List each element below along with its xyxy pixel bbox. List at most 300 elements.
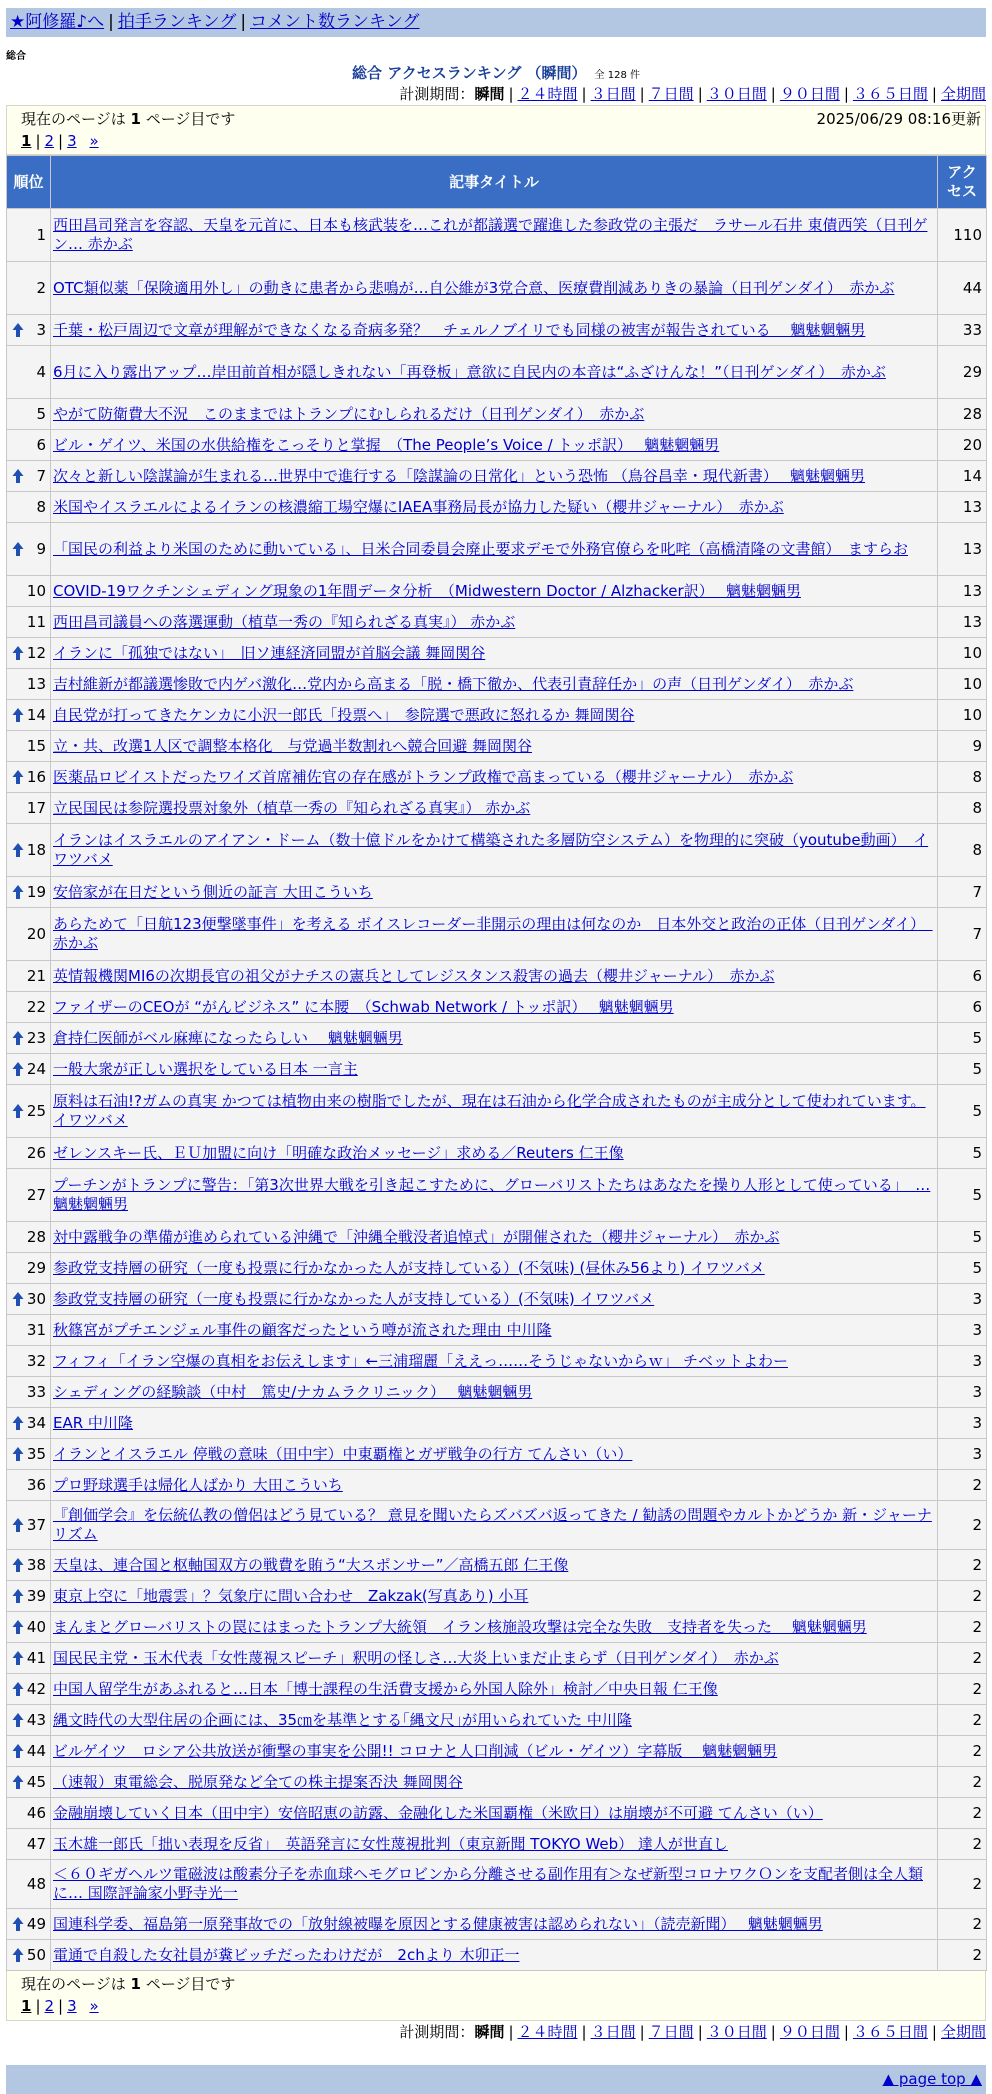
table-row [7,700,986,730]
rank-number: 40 [26,1617,46,1636]
table-row [7,1581,986,1611]
page-status-prefix: 現在のページは [21,110,126,128]
access-count: 8 [938,824,986,876]
rank-cell [7,1501,50,1549]
article-link[interactable]: 医薬品ロビイストだったワイズ首席補佐官の存在感がトランプ政権で高まっている（櫻井ジャーナル） 赤かぶ [53,767,794,786]
pager-separator: | [58,132,64,150]
title-cell [51,1798,937,1828]
table-row [7,638,986,668]
table-row [7,430,986,460]
title-cell [51,762,937,792]
page-status-box-bottom [6,1971,986,2021]
article-link[interactable]: 次々と新しい陰謀論が生まれる…世界中で進行する「陰謀論の日常化」という恐怖 （鳥谷昌幸・現代新書） 魑魅魍魎男 [53,466,866,485]
article-link[interactable]: 『創価学会』を伝統仏教の僧侶はどう見ている？ 意見を聞いたらズバズバ返ってきた / 勧誘の問題やカルトかどうか 新・ジャーナリズム [53,1506,932,1543]
period-separator: | [931,85,937,103]
access-count: 5 [938,1253,986,1283]
access-count: 5 [938,1138,986,1168]
article-link[interactable]: 「国民の利益より米国のために動いている」、日米合同委員会廃止要求デモで外務官僚らを叱咤（高橋清隆の文書館） ますらお [53,539,909,558]
article-link[interactable]: 対中露戦争の準備が進められている沖縄で「沖縄全戦没者追悼式」が開催された（櫻井ジャーナル） 赤かぶ [53,1227,780,1246]
period-link-3[interactable]: ３０日間 [706,2023,767,2041]
page-status-box-top [6,105,986,155]
title-cell [51,1736,937,1766]
rank-cell [7,209,50,261]
article-link[interactable]: 英情報機関MI6の次期長官の祖父がナチスの憲兵としてレジスタンス殺害の過去（櫻井ジャーナル） 赤かぶ [53,966,775,985]
table-row [7,908,986,960]
article-link[interactable]: 縄文時代の大型住居の企画には、35㎝を基準とする｢縄文尺｣が用いられていた 中川隆 [53,1710,632,1729]
rank-number: 1 [36,225,46,244]
table-row [7,1439,986,1469]
title-cell [51,461,937,491]
title-cell [51,1377,937,1407]
period-link-0[interactable]: ２４時間 [517,85,578,103]
pager-page-2[interactable]: 2 [44,1997,55,2015]
access-count: 3 [938,1408,986,1438]
article-link[interactable]: ファイザーのCEOが “がんビジネス” に本腰 （Schwab Network / トッポ訳） 魑魅魍魎男 [53,997,674,1016]
nav-link-clap-ranking[interactable]: 拍手ランキング [117,12,237,32]
article-link[interactable]: やがて防衛費大不況 このままではトランプにむしられるだけ（日刊ゲンダイ） 赤かぶ [53,404,645,423]
table-row [7,1705,986,1735]
period-link-3[interactable]: ３０日間 [706,85,767,103]
period-link-6[interactable]: 全期間 [940,85,986,103]
rank-number: 10 [26,581,46,600]
rank-cell [7,1705,50,1735]
page [6,0,986,2094]
rank-cell [7,1253,50,1283]
article-link[interactable]: 自民党が打ってきたケンカに小沢一郎氏「投票へ」 参院選で悪政に怒れるか 舞岡関谷 [53,705,635,724]
rank-cell [7,638,50,668]
access-count: 33 [938,315,986,345]
title-cell [51,1674,937,1704]
title-cell [51,1860,937,1908]
page-status-prefix: 現在のページは [21,1975,126,1993]
rank-cell [7,1674,50,1704]
rank-number: 42 [26,1679,46,1698]
access-count: 9 [938,731,986,761]
title-cell [51,1085,937,1137]
rank-cell [7,1767,50,1797]
rank-number: 28 [26,1227,46,1246]
table-row [7,315,986,345]
rank-number: 31 [26,1320,46,1339]
period-link-1[interactable]: ３日間 [590,85,636,103]
rank-number: 38 [26,1555,46,1574]
access-count: 3 [938,1315,986,1345]
period-link-6[interactable]: 全期間 [940,2023,986,2041]
article-link[interactable]: 西田昌司発言を容認、天皇を元首に、日本も核武装を…これが都議選で躍進した参政党の主張だ ラサール石井 東債西笑（日刊ゲン… 赤かぶ [53,216,928,253]
period-separator: | [697,85,703,103]
article-link[interactable]: フィフィ「イラン空爆の真相をお伝えします」←三浦瑠麗「ええっ……そうじゃないからｗ」 チベットよわー [53,1351,788,1370]
rank-number: 27 [26,1185,46,1204]
article-link[interactable]: ビル・ゲイツ、米国の水供給権をこっそりと掌握 （The People’s Voice / トッポ訳） 魑魅魍魎男 [53,435,720,454]
article-link[interactable]: EAR 中川隆 [53,1413,133,1432]
title-cell [51,1829,937,1859]
access-count: 6 [938,992,986,1022]
article-link[interactable]: 米国やイスラエルによるイランの核濃縮工場空爆にIAEA事務局長が協力した疑い（櫻井ジャーナル） 赤かぶ [53,497,784,516]
rank-cell [7,262,50,314]
page-status [21,1973,971,1995]
page-status-suffix: ページ目です [145,1975,236,1993]
article-link[interactable]: 天皇は、連合国と枢軸国双方の戦費を賄う“大スポンサー”／高橋五郎 仁王像 [53,1555,569,1574]
article-link[interactable]: （速報）東電総会、脱原発など全ての株主提案否決 舞岡関谷 [53,1772,463,1791]
rank-number: 4 [36,362,46,381]
title-cell [51,1315,937,1345]
article-link[interactable]: 立民国民は参院選投票対象外（植草一秀の『知られざる真実』） 赤かぶ [53,798,531,817]
rank-number: 11 [26,612,46,631]
period-separator: | [639,85,645,103]
rank-number: 26 [26,1143,46,1162]
rank-number: 7 [36,466,46,485]
title-cell [51,1346,937,1376]
pager-spacer [81,132,86,150]
table-row [7,1253,986,1283]
access-count: 2 [938,1581,986,1611]
period-separator: | [639,2023,645,2041]
rank-cell [7,1829,50,1859]
rank-number: 24 [26,1059,46,1078]
article-link[interactable]: 中国人留学生があふれると…日本「博士課程の生活費支援から外国人除外」検討／中央日報 仁王像 [53,1679,718,1698]
table-row [7,523,986,575]
title-cell [51,1581,937,1611]
rank-cell [7,1470,50,1500]
title-cell [51,1940,937,1970]
pager-next[interactable]: » [89,132,99,150]
rank-number: 35 [26,1444,46,1463]
rank-cell [7,607,50,637]
article-link[interactable]: 秋篠宮がプチエンジェル事件の顧客だったという噂が流された理由 中川隆 [53,1320,552,1339]
rank-cell [7,1054,50,1084]
rank-number: 8 [36,497,46,516]
rank-cell [7,1284,50,1314]
access-count: 2 [938,1860,986,1908]
rank-cell [7,1581,50,1611]
access-count: 2 [938,1643,986,1673]
period-current: 瞬間 [474,85,505,103]
period-separator: | [843,2023,849,2041]
period-separator: | [508,85,514,103]
period-link-4[interactable]: ９０日間 [779,2023,840,2041]
table-row [7,1169,986,1221]
access-count: 2 [938,1705,986,1735]
title-cell [51,523,937,575]
article-link[interactable]: 金融崩壊していく日本（田中宇）安倍昭恵の訪露、金融化した米国覇権（米欧日）は崩壊が不可避 てんさい（い） [53,1803,823,1822]
table-row [7,1222,986,1252]
article-link[interactable]: 安倍家が在日だという側近の証言 大田こういち [53,882,373,901]
access-count: 8 [938,793,986,823]
rank-number: 17 [26,798,46,817]
column-header-title: 記事タイトル [51,156,937,208]
table-row [7,793,986,823]
rank-cell [7,346,50,398]
article-link[interactable]: イランとイスラエル 停戦の意味（田中宇）中東覇権とガザ戦争の行方 てんさい（い） [53,1444,633,1463]
title-cell [51,1501,937,1549]
rank-cell [7,1377,50,1407]
period-link-2[interactable]: ７日間 [648,2023,694,2041]
rank-cell [7,1860,50,1908]
access-count: 5 [938,1023,986,1053]
access-count: 5 [938,1054,986,1084]
rank-cell [7,1023,50,1053]
title-cell [51,1222,937,1252]
nav-link-home[interactable]: ★阿修羅♪へ [10,12,105,32]
article-link[interactable]: シェディングの経験談（中村 篤史/ナカムラクリニック） 魑魅魍魎男 [53,1382,533,1401]
article-link[interactable]: ゼレンスキー氏、ＥＵ加盟に向け「明確な政治メッセージ」求める／Reuters 仁王像 [53,1143,624,1162]
article-link[interactable]: ビルゲイツ ロシア公共放送が衝撃の事実を公開!! コロナと人口削減（ビル・ゲイツ）字幕版 魑魅魍魎男 [53,1741,778,1760]
rank-number: 2 [36,278,46,297]
title-cell [51,700,937,730]
title-cell [51,1612,937,1642]
article-link[interactable]: プーチンがトランプに警告：「第3次世界大戦を引き起こすために、グローバリストたちはあなたを操り人形として使っている」 … 魑魅魍魎男 [53,1176,931,1213]
table-row [7,262,986,314]
title-cell [51,346,937,398]
title-cell [51,824,937,876]
ranking-table-body [7,209,986,1970]
rank-number: 19 [26,882,46,901]
rank-number: 50 [26,1945,46,1964]
rank-number: 16 [26,767,46,786]
period-separator: | [843,85,849,103]
title-cell [51,793,937,823]
page-top-link[interactable]: ▲ page top ▲ [882,2070,982,2088]
period-separator: | [931,2023,937,2041]
table-row [7,824,986,876]
footer-bar [6,2065,986,2094]
access-count: 10 [938,669,986,699]
access-count: 2 [938,1909,986,1939]
top-nav-bar [6,8,986,37]
title-cell [51,1643,937,1673]
article-link[interactable]: イランに「孤独ではない」 旧ソ連経済同盟が首脳会議 舞岡関谷 [53,643,486,662]
rank-cell [7,430,50,460]
rank-number: 32 [26,1351,46,1370]
access-count: 2 [938,1940,986,1970]
access-count: 3 [938,1284,986,1314]
table-row [7,1377,986,1407]
title-cell [51,669,937,699]
access-count: 5 [938,1085,986,1137]
article-link[interactable]: 参政党支持層の研究（一度も投票に行かなかった人が支持している）(不気味) (昼休み56より) イワツバメ [53,1258,765,1277]
nav-separator: | [108,12,114,32]
title-cell [51,576,937,606]
period-link-1[interactable]: ３日間 [590,2023,636,2041]
period-separator: | [581,2023,587,2041]
period-link-5[interactable]: ３６５日間 [852,85,928,103]
table-row [7,1408,986,1438]
page-title-line [6,63,986,83]
title-cell [51,961,937,991]
table-row [7,461,986,491]
access-count: 3 [938,1439,986,1469]
period-selector-bottom [6,2021,986,2043]
access-count: 2 [938,1736,986,1766]
rank-cell [7,1169,50,1221]
period-separator: | [770,2023,776,2041]
table-row [7,209,986,261]
access-count: 2 [938,1767,986,1797]
pager-page-3[interactable]: 3 [67,132,77,150]
table-row [7,1643,986,1673]
title-cell [51,1767,937,1797]
rank-cell [7,1612,50,1642]
access-count: 2 [938,1612,986,1642]
rank-number: 47 [26,1834,46,1853]
pager-top [21,130,971,152]
column-header-rank: 順位 [7,156,50,208]
access-count: 10 [938,700,986,730]
column-header-access: アクセス [938,156,986,208]
article-link[interactable]: 国民民主党・玉木代表「女性蔑視スピーチ」釈明の怪しさ…大炎上いまだ止まらず（日刊ゲンダイ） 赤かぶ [53,1648,779,1667]
article-link[interactable]: 千葉・松戸周辺で文章が理解ができなくなる奇病多発？ チェルノブイリでも同様の被害が報告されている 魑魅魍魎男 [53,320,866,339]
access-count: 110 [938,209,986,261]
pager-separator: | [35,1997,41,2015]
period-link-4[interactable]: ９０日間 [779,85,840,103]
table-row [7,669,986,699]
period-separator: | [581,85,587,103]
access-count: 2 [938,1829,986,1859]
article-link[interactable]: 倉持仁医師がベル麻痺になったらしい 魑魅魍魎男 [53,1028,403,1047]
pager-separator: | [35,132,41,150]
pager-page-3[interactable]: 3 [67,1997,77,2015]
access-count: 5 [938,1222,986,1252]
table-row [7,992,986,1022]
rank-number: 15 [26,736,46,755]
rank-number: 25 [26,1101,46,1120]
article-link[interactable]: プロ野球選手は帰化人ばかり 大田こういち [53,1475,343,1494]
period-link-2[interactable]: ７日間 [648,85,694,103]
access-count: 13 [938,523,986,575]
rank-cell [7,700,50,730]
rank-number: 9 [36,539,46,558]
access-count: 2 [938,1501,986,1549]
pager-next[interactable]: » [89,1997,99,2015]
table-row [7,1612,986,1642]
table-row [7,762,986,792]
title-cell [51,1054,937,1084]
rank-cell [7,523,50,575]
table-row [7,1085,986,1137]
table-row [7,1674,986,1704]
title-cell [51,262,937,314]
rank-cell [7,908,50,960]
pager-page-2[interactable]: 2 [44,132,55,150]
article-link[interactable]: 原料は石油!?ガムの真実 かつては植物由来の樹脂でしたが、現在は石油から化学合成されたものが主成分として使われています。 イワツバメ [53,1092,926,1129]
table-row [7,961,986,991]
article-link[interactable]: 東京上空に「地震雲」？気象庁に問い合わせ Zakzak(写真あり) 小耳 [53,1586,529,1605]
access-count: 2 [938,1798,986,1828]
title-cell [51,1284,937,1314]
title-cell [51,1909,937,1939]
rank-cell [7,824,50,876]
table-row [7,1829,986,1859]
article-link[interactable]: COVID-19ワクチンシェディング現象の1年間データ分析 （Midwestern Doctor / Alzhacker訳） 魑魅魍魎男 [53,581,801,600]
rank-cell [7,399,50,429]
access-count: 13 [938,492,986,522]
table-row [7,1501,986,1549]
table-row [7,1138,986,1168]
article-link[interactable]: 玉木雄一郎氏「拙い表現を反省」 英語発言に女性蔑視批判（東京新聞 TOKYO Web） 達人が世直し [53,1834,728,1853]
article-link[interactable]: OTC類似薬「保険適用外し」の動きに患者から悲鳴が…自公維が3党合意、医療費削減ありきの暴論（日刊ゲンダイ） 赤かぶ [53,278,895,297]
rank-number: 30 [26,1289,46,1308]
access-count: 3 [938,1377,986,1407]
rank-cell [7,1346,50,1376]
rank-number: 23 [26,1028,46,1047]
article-link[interactable]: ＜６０ギガヘルツ電磁波は酸素分子を赤血球ヘモグロビンから分離させる副作用有＞なぜ新型コロナワクＯンを支配者側は全人類に… 国際評論家小野寺光一 [53,1865,924,1902]
updated-timestamp: 2025/06/29 08:16更新 [816,110,981,128]
period-label: 計測期間： [399,85,475,103]
rank-cell [7,1315,50,1345]
rank-cell [7,1439,50,1469]
article-link[interactable]: まんまとグローバリストの罠にはまったトランプ大統領 イラン核施設攻撃は完全な失敗 支持者を失った 魑魅魍魎男 [53,1617,867,1636]
period-label: 計測期間： [399,2023,475,2041]
article-link[interactable]: あらためて「日航123便撃墜事件」を考える ボイスレコーダー非開示の理由は何なのか 日本外交と政治の正体（日刊ゲンダイ） 赤かぶ [53,915,933,952]
rank-number: 14 [26,705,46,724]
rank-cell [7,762,50,792]
rank-cell [7,1138,50,1168]
article-link[interactable]: 西田昌司議員への落選運動（植草一秀の『知られざる真実』） 赤かぶ [53,612,516,631]
title-cell [51,638,937,668]
table-row [7,731,986,761]
article-link[interactable]: 電通で自殺した女社員が糞ビッチだったわけだが 2chより 木卯正一 [53,1945,520,1964]
table-row [7,1470,986,1500]
title-cell [51,1169,937,1221]
access-count: 8 [938,762,986,792]
access-count: 28 [938,399,986,429]
rank-cell [7,669,50,699]
rank-number: 18 [26,840,46,859]
rank-cell [7,1736,50,1766]
table-row [7,1346,986,1376]
table-row [7,1940,986,1970]
table-row [7,1284,986,1314]
title-cell [51,908,937,960]
rank-number: 22 [26,997,46,1016]
rank-number: 29 [26,1258,46,1277]
title-cell [51,430,937,460]
access-count: 13 [938,576,986,606]
rank-number: 48 [26,1874,46,1893]
article-link[interactable]: 国連科学委、福島第一原発事故での「放射線被曝を原因とする健康被害は認められない」（読売新聞） 魑魅魍魎男 [53,1914,823,1933]
period-link-5[interactable]: ３６５日間 [852,2023,928,2041]
title-cell [51,877,937,907]
table-row [7,1315,986,1345]
rank-cell [7,731,50,761]
title-cell [51,1253,937,1283]
table-row [7,399,986,429]
rank-number: 49 [26,1914,46,1933]
article-link[interactable]: 一般大衆が正しい選択をしている日本 一言主 [53,1059,358,1078]
title-cell [51,315,937,345]
article-link[interactable]: 立・共、改選1人区で調整本格化 与党過半数割れへ競合回避 舞岡関谷 [53,736,533,755]
rank-number: 21 [26,966,46,985]
article-link[interactable]: イランはイスラエルのアイアン・ドーム（数十億ドルをかけて構築された多層防空システム）を物理的に突破（youtube動画） イワツバメ [53,831,929,868]
rank-number: 20 [26,924,46,943]
access-count: 5 [938,1169,986,1221]
rank-cell [7,492,50,522]
access-count: 14 [938,461,986,491]
table-row [7,346,986,398]
rank-cell [7,1085,50,1137]
rank-cell [7,461,50,491]
table-row [7,1736,986,1766]
page-status-number: 1 [130,1975,141,1993]
pager-separator: | [58,1997,64,2015]
nav-link-comment-ranking[interactable]: コメント数ランキング [250,12,420,32]
period-link-0[interactable]: ２４時間 [517,2023,578,2041]
article-link[interactable]: 6月に入り露出アップ…岸田前首相が隠しきれない「再登板」意欲に自民内の本音は“ふざけんな！”（日刊ゲンダイ） 赤かぶ [53,362,886,381]
table-row [7,607,986,637]
period-separator: | [697,2023,703,2041]
article-link[interactable]: 吉村維新が都議選惨敗で内ゲバ激化…党内から高まる「脱・橋下徹か、代表引責辞任か」の声（日刊ゲンダイ） 赤かぶ [53,674,854,693]
article-link[interactable]: 参政党支持層の研究（一度も投票に行かなかった人が支持している）(不気味) イワツバメ [53,1289,655,1308]
